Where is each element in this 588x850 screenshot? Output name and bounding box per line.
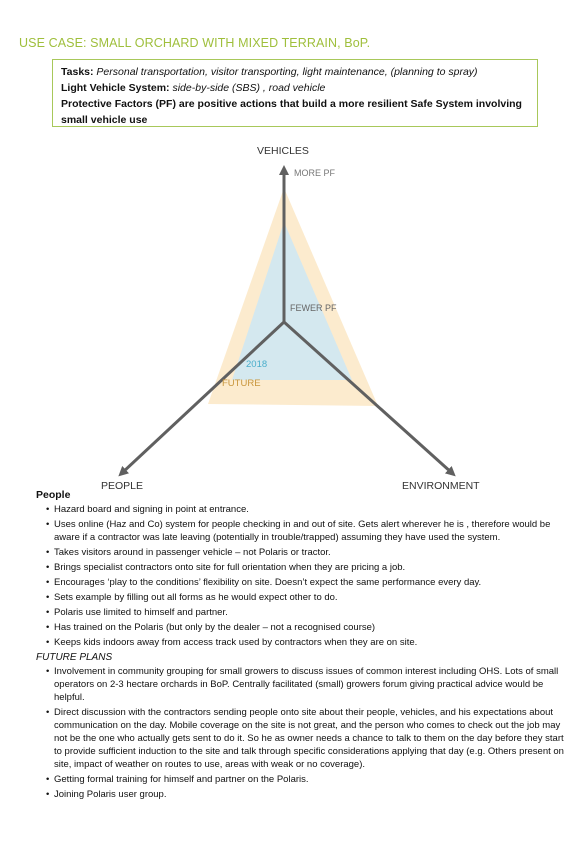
lvs-label: Light Vehicle System: (61, 82, 170, 94)
list-item: • Direct discussion with the contractors sending people onto site about their people, vehicles, and his expectations about communication on the day. Mobile coverage on the site is not great, and the person who comes to check out the job may not be the one who actually gets sent to do it. So he as owner needs a chance to talk to them on the day before they start to provide sufficient induction to the site and talk through specific considerations applying that day (e.g. Others present on site, impact of weather on routes to use, areas with weak or no coverage). (46, 706, 566, 771)
list-item: • Involvement in community grouping for small growers to discuss issues of common interest including OHS. Lots of small operators on 2-3 hectare orchards in BoP. Centrally facilitated (small) growers forum giving practical advice would be helpful. (46, 665, 566, 704)
future-plans-list (36, 665, 566, 801)
more-pf-label: MORE PF (294, 168, 336, 178)
future-label: FUTURE (222, 378, 261, 389)
list-item: • Getting formal training for himself and partner on the Polaris. (46, 773, 566, 786)
list-item: • Keeps kids indoors away from access track used by contractors when they are on site. (46, 636, 566, 649)
list-item: • Has trained on the Polaris (but only by the dealer – not a recognised course) (46, 621, 566, 634)
list-item: • Brings specialist contractors onto site for full orientation when they are pricing a job. (46, 561, 566, 574)
pf-text: Protective Factors (PF) are positive actions that build a more resilient Safe System involving small vehicle use (61, 98, 522, 126)
future-plans-heading: FUTURE PLANS (36, 652, 113, 663)
list-item: • Uses online (Haz and Co) system for people checking in and out of site. Gets alert wherever he is , therefore would be aware if a contractor was late leaving (potentially in trouble/trapped) assuming they have used the system. (46, 518, 566, 544)
list-item: • Takes visitors around in passenger vehicle – not Polaris or tractor. (46, 546, 566, 559)
list-item: • Joining Polaris user group. (46, 788, 566, 801)
people-label: PEOPLE (101, 480, 144, 492)
lvs-text: side-by-side (SBS) , road vehicle (172, 82, 326, 94)
list-item: • Polaris use limited to himself and partner. (46, 606, 566, 619)
tasks-text: Personal transportation, visitor transporting, light maintenance, (planning to spray) (96, 66, 478, 78)
tasks-label: Tasks: (61, 66, 94, 78)
year-label: 2018 (246, 359, 268, 370)
environment-label: ENVIRONMENT (402, 480, 480, 492)
people-section (36, 489, 566, 803)
vehicles-label: VEHICLES (257, 145, 309, 157)
people-heading: People (36, 489, 71, 501)
people-list (36, 503, 566, 649)
list-item: • Hazard board and signing in point at entrance. (46, 503, 566, 516)
page-title: USE CASE: SMALL ORCHARD WITH MIXED TERRAIN, BoP. (19, 36, 371, 50)
fewer-pf-label: FEWER PF (290, 303, 337, 313)
list-item: • Encourages ‘play to the conditions’ flexibility on site. Doesn’t expect the same performance every day. (46, 576, 566, 589)
list-item: • Sets example by filling out all forms as he would expect other to do. (46, 591, 566, 604)
